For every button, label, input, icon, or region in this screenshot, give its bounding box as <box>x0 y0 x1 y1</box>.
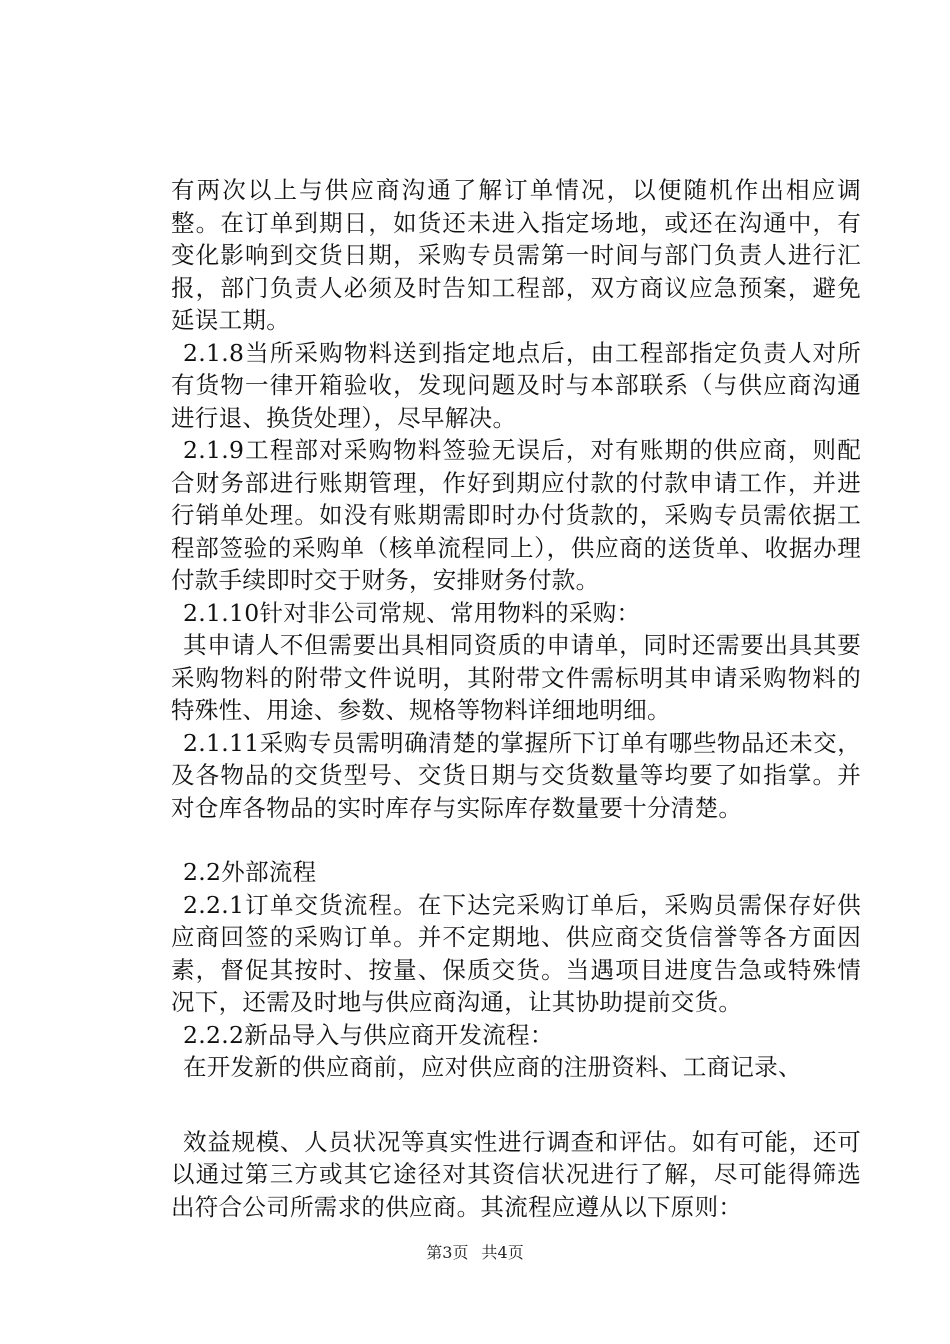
paragraph: 2.1.8当所采购物料送到指定地点后，由工程部指定负责人对所有货物一律开箱验收，发现问题及时与本部联系（与供应商沟通进行退、换货处理），尽早解决。 <box>171 338 861 432</box>
section-heading: 2.2外部流程 <box>183 858 317 886</box>
paragraph: 有两次以上与供应商沟通了解订单情况，以便随机作出相应调整。在订单到期日，如货还未进入指定场地，或还在沟通中，有变化影响到交货日期，采购专员需第一时间与部门负责人进行汇报，部门负责人必须及时告知工程部，双方商议应急预案，避免延误工期。 <box>171 176 861 334</box>
paragraph: 2.1.9工程部对采购物料签验无误后，对有账期的供应商，则配合财务部进行账期管理，作好到期应付款的付款申请工作，并进行销单处理。如没有账期需即时办付货款的，采购专员需依据工程部签验的采购单（核单流程同上），供应商的送货单、收据办理付款手续即时交于财务，安排财务付款。 <box>171 436 861 594</box>
paragraph: 2.2.1订单交货流程。在下达完采购订单后，采购员需保存好供应商回签的采购订单。并不定期地、供应商交货信誉等各方面因素，督促其按时、按量、保质交货。当遇项目进度告急或特殊情况下，还需及时地与供应商沟通，让其协助提前交货。 <box>171 890 861 1016</box>
paragraph: 效益规模、人员状况等真实性进行调查和评估。如有可能，还可以通过第三方或其它途径对其资信状况进行了解，尽可能得筛选出符合公司所需求的供应商。其流程应遵从以下原则： <box>171 1127 861 1221</box>
paragraph: 2.1.10针对非公司常规、常用物料的采购： <box>183 598 641 627</box>
paragraph: 2.1.11采购专员需明确清楚的掌握所下订单有哪些物品还未交，及各物品的交货型号、交货日期与交货数量等均要了如指掌。并对仓库各物品的实时库存与实际库存数量要十分清楚。 <box>171 728 861 822</box>
page-total: 共4页 <box>481 1243 524 1262</box>
paragraph: 在开发新的供应商前，应对供应商的注册资料、工商记录、 <box>183 1053 802 1081</box>
page-number: 第3页 <box>426 1243 469 1262</box>
page-footer <box>0 1240 950 1263</box>
paragraph: 2.2.2新品导入与供应商开发流程： <box>183 1020 554 1049</box>
document-body <box>171 174 861 1223</box>
paragraph: 其申请人不但需要出具相同资质的申请单，同时还需要出具其要采购物料的附带文件说明，其附带文件需标明其申请采购物料的特殊性、用途、参数、规格等物料详细地明细。 <box>171 631 861 724</box>
